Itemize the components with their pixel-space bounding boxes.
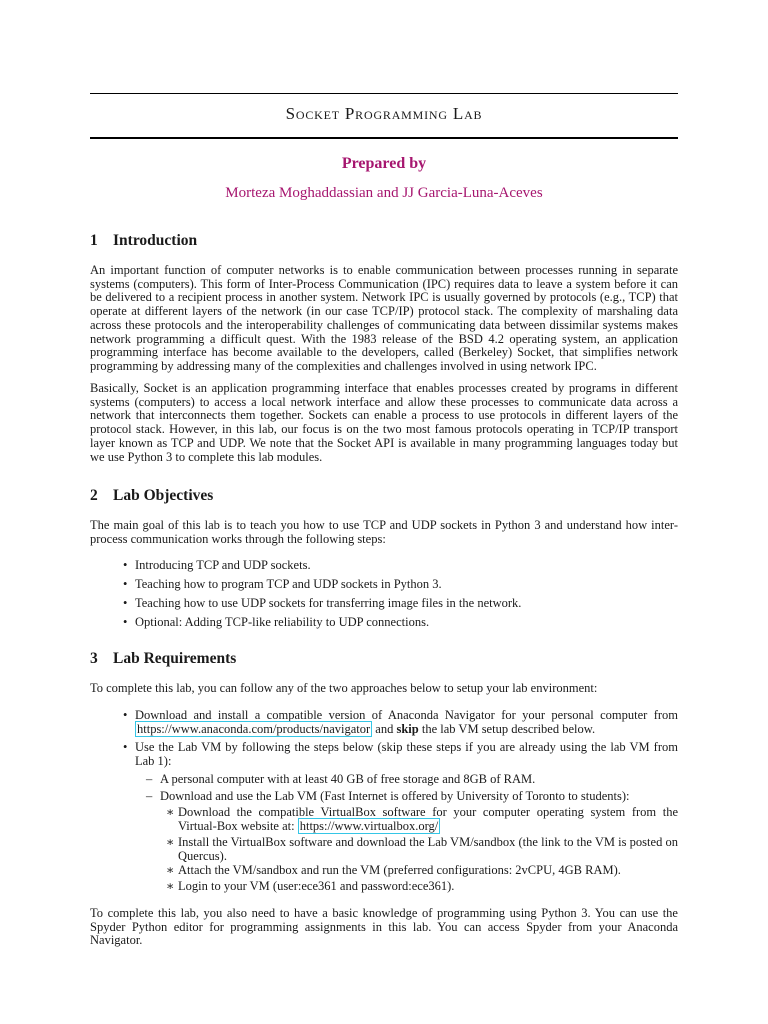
anaconda-link[interactable]: https://www.anaconda.com/products/navigator: [137, 721, 371, 736]
setup-step-install: ∗ Install the VirtualBox software and download the Lab VM/sandbox (the link to the VM is posted on Quercus).: [166, 835, 678, 863]
section-heading-introduction: 1 Introduction: [90, 232, 198, 249]
section-heading-requirements: 3 Lab Requirements: [90, 650, 237, 667]
objective-item: • Teaching how to program TCP and UDP sockets in Python 3.: [123, 577, 442, 591]
objectives-paragraph: The main goal of this lab is to teach you how to use TCP and UDP sockets in Python 3 and understand how inter-process communication works through the following steps:: [90, 518, 678, 546]
virtualbox-link[interactable]: https://www.virtualbox.org/: [299, 818, 439, 833]
objective-item: • Introducing TCP and UDP sockets.: [123, 558, 311, 572]
objective-item: • Teaching how to use UDP sockets for transferring image files in the network.: [123, 596, 522, 610]
requirement-item-labvm: • Use the Lab VM by following the steps below (skip these steps if you are already using the lab VM from Lab 1):: [123, 740, 678, 768]
title-bottom-rule: [90, 137, 678, 139]
requirements-closing-paragraph: To complete this lab, you also need to have a basic knowledge of programming using Python 3. You can use the Spyder Python editor for programming assignments in this lab. You can access Spyder from your Anaconda Navigator.: [90, 906, 678, 948]
labvm-subitem: – A personal computer with at least 40 GB of free storage and 8GB of RAM.: [146, 772, 536, 786]
document-title: Socket Programming Lab: [285, 104, 483, 123]
setup-step-login: ∗ Login to your VM (user:ece361 and password:ece361).: [166, 879, 455, 893]
authors: Morteza Moghaddassian and JJ Garcia-Luna-Aceves: [225, 185, 543, 201]
labvm-subitem: – Download and use the Lab VM (Fast Internet is offered by University of Toronto to students):: [146, 789, 630, 803]
intro-paragraph-2: Basically, Socket is an application programming interface that enables processes created by programs in different systems (computers) to access a local network interface and allow these processes to communicate data across a network that interconnects them together. Sockets can enable a process to use protocols in different layers of the protocol stack. However, in this lab, our focus is on the two most famous protocols operating in TCP/IP transport layer known as TCP and UDP. We note that the Socket API is available in many programming languages today but we use Python 3 to complete this lab modules.: [90, 381, 678, 464]
section-heading-objectives: 2 Lab Objectives: [90, 487, 214, 504]
setup-step-virtualbox: ∗ Download the compatible VirtualBox software for your computer operating system from the Virtual-Box website at: https://www.virtualbox.org/: [166, 805, 678, 833]
title-top-rule: [90, 93, 678, 94]
requirements-paragraph: To complete this lab, you can follow any of the two approaches below to setup your lab environment:: [90, 681, 598, 695]
prepared-by-label: Prepared by: [341, 155, 427, 172]
objective-item: • Optional: Adding TCP-like reliability to UDP connections.: [123, 615, 430, 629]
intro-paragraph-1: An important function of computer networks is to enable communication between processes running in separate systems (computers). This form of Inter-Process Communication (IPC) requires data to leave a system before it can be delivered to a recipient process in another system. Network IPC is usually governed by protocols (e.g., TCP) that operate at different layers of the network (in our case TCP/IP) protocol stack. The complexity of marshaling data across these protocols and the interoperability challenges of communicating data between dissimilar systems makes network programming a difficult quest. With the 1983 release of the BSD 4.2 operating system, an application programming interface has become available to the developers, called (Berkeley) Socket, that simplifies network programming by addressing many of the complexities and challenges involved in using network IPC.: [90, 263, 678, 373]
requirement-item-anaconda: • Download and install a compatible version of Anaconda Navigator for your personal computer from https://www.anaconda.com/products/navigator and skip the lab VM setup described below.: [123, 708, 678, 736]
setup-step-attach: ∗ Attach the VM/sandbox and run the VM (preferred configurations: 2vCPU, 4GB RAM).: [166, 863, 621, 877]
